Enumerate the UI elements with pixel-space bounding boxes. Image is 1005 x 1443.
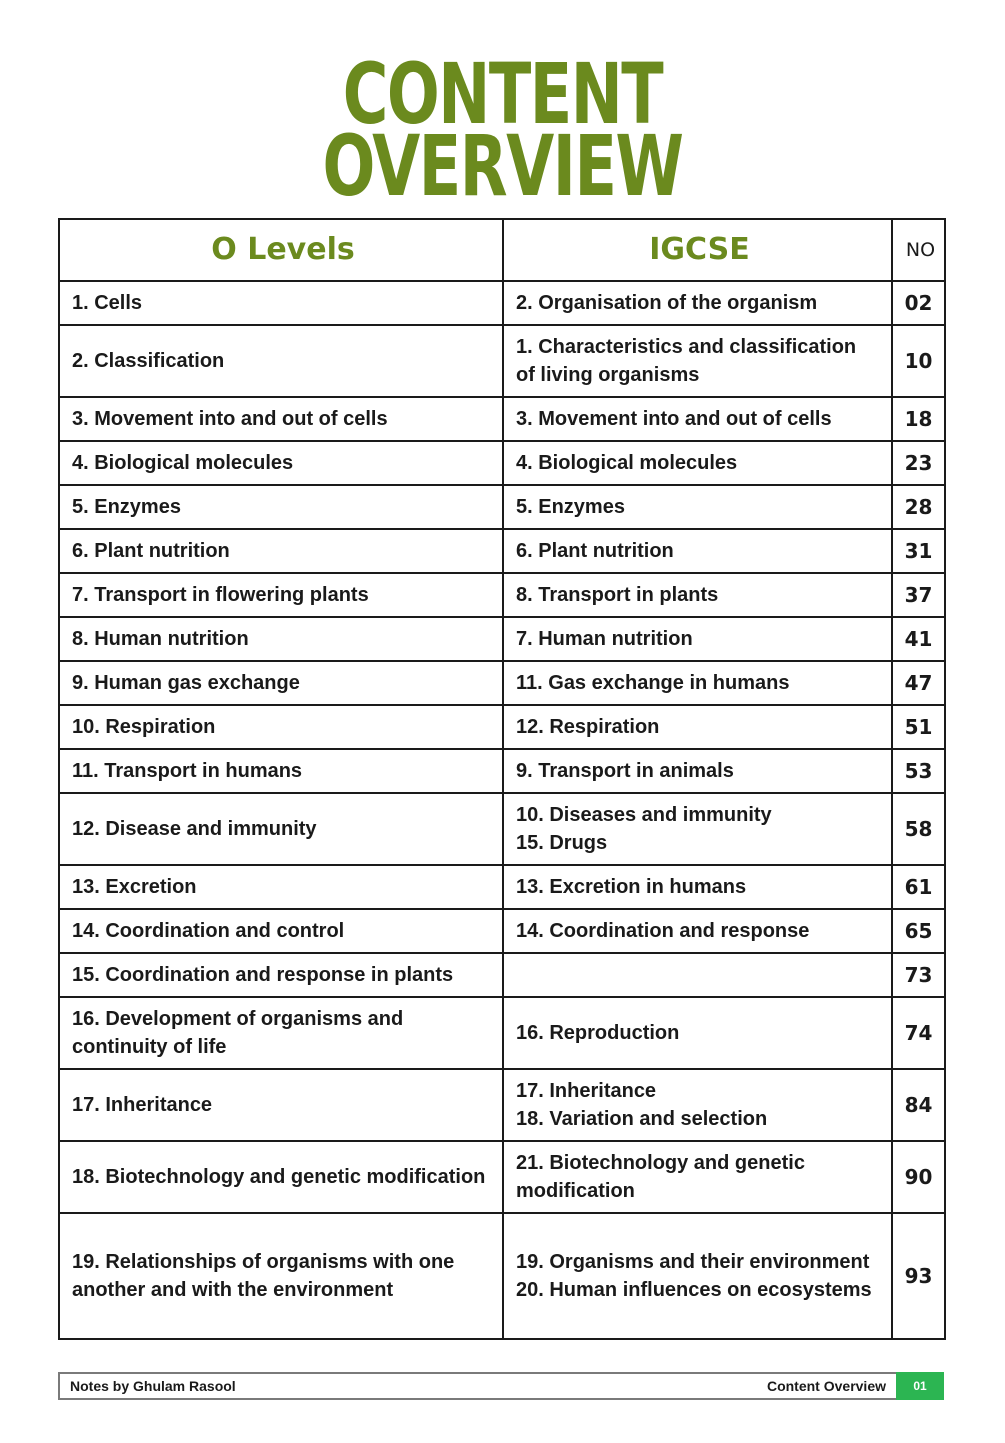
page-number-cell: 93: [892, 1213, 945, 1339]
olevel-topic: 19. Relationships of organisms with one: [72, 1251, 455, 1273]
igcse-cell: [503, 573, 892, 617]
olevel-cell: [59, 793, 503, 865]
olevel-topic: 6. Plant nutrition: [72, 540, 230, 562]
table-row: [59, 617, 945, 661]
olevel-cell: [59, 661, 503, 705]
olevel-cell: [59, 1213, 503, 1339]
olevel-topic: 11. Transport in humans: [72, 760, 303, 782]
olevel-topic: 3. Movement into and out of cells: [72, 408, 388, 430]
olevel-topic: 12. Disease and immunity: [72, 818, 317, 840]
igcse-cell: [503, 749, 892, 793]
igcse-topic: 13. Excretion in humans: [516, 876, 747, 898]
igcse-cell: [503, 529, 892, 573]
igcse-cell: [503, 1213, 892, 1339]
table-row: [59, 865, 945, 909]
page-title-line-1: CONTENT: [342, 45, 663, 143]
page-number-cell: 18: [892, 397, 945, 441]
table-row: [59, 281, 945, 325]
olevel-topic: 1. Cells: [72, 292, 143, 314]
igcse-topic: 6. Plant nutrition: [516, 540, 674, 562]
olevel-topic: 14. Coordination and control: [72, 920, 345, 942]
igcse-cell: [503, 909, 892, 953]
igcse-cell: [503, 485, 892, 529]
igcse-topic: 7. Human nutrition: [516, 628, 693, 650]
olevel-cell: [59, 617, 503, 661]
igcse-topic: 11. Gas exchange in humans: [516, 672, 790, 694]
olevel-topic: 8. Human nutrition: [72, 628, 249, 650]
table-row: [59, 749, 945, 793]
page-title-line-2: OVERVIEW: [322, 117, 683, 215]
page-number-cell: 31: [892, 529, 945, 573]
page-number-cell: 47: [892, 661, 945, 705]
table-row: [59, 1141, 945, 1213]
olevel-topic: 5. Enzymes: [72, 496, 181, 518]
table-row: [59, 793, 945, 865]
igcse-cell: [503, 397, 892, 441]
igcse-topic: 9. Transport in animals: [516, 760, 734, 782]
olevel-topic: 17. Inheritance: [72, 1094, 213, 1116]
igcse-cell: [503, 281, 892, 325]
olevel-topic: 9. Human gas exchange: [72, 672, 300, 694]
igcse-topic: modification: [516, 1180, 635, 1202]
header-igcse: IGCSE: [503, 219, 892, 281]
page-number-cell: 73: [892, 953, 945, 997]
olevel-cell: [59, 325, 503, 397]
igcse-topic: 10. Diseases and immunity: [516, 804, 772, 826]
page-number-cell: 84: [892, 1069, 945, 1141]
page-number-cell: 41: [892, 617, 945, 661]
olevel-cell: [59, 705, 503, 749]
olevel-cell: [59, 865, 503, 909]
igcse-topic: of living organisms: [516, 364, 700, 386]
page-number-cell: 28: [892, 485, 945, 529]
footer-author: Notes by Ghulam Rasool: [70, 1378, 236, 1394]
table-row: [59, 997, 945, 1069]
table-row: [59, 397, 945, 441]
igcse-cell: [503, 1141, 892, 1213]
igcse-topic: 15. Drugs: [516, 832, 608, 854]
content-table: [58, 218, 946, 1340]
header-no: NO: [892, 219, 945, 281]
page-number-cell: 10: [892, 325, 945, 397]
footer-section: Content Overview: [766, 1378, 886, 1394]
igcse-cell: [503, 441, 892, 485]
olevel-topic: 16. Development of organisms and: [72, 1008, 404, 1030]
table-row: [59, 573, 945, 617]
table-row: [59, 953, 945, 997]
olevel-topic: another and with the environment: [72, 1279, 394, 1301]
igcse-cell: [503, 705, 892, 749]
olevel-cell: [59, 441, 503, 485]
igcse-topic: 3. Movement into and out of cells: [516, 408, 832, 430]
table-row: [59, 1213, 945, 1339]
table-row: [59, 529, 945, 573]
igcse-cell: [503, 1069, 892, 1141]
footer-page-number: 01: [896, 1372, 944, 1400]
olevel-cell: [59, 573, 503, 617]
igcse-topic: 1. Characteristics and classification: [516, 336, 857, 358]
page-number-cell: 23: [892, 441, 945, 485]
igcse-topic: 12. Respiration: [516, 716, 660, 738]
igcse-topic: 17. Inheritance: [516, 1080, 657, 1102]
page-number-cell: 74: [892, 997, 945, 1069]
page-footer: [58, 1372, 944, 1400]
table-row: [59, 1069, 945, 1141]
table-row: [59, 705, 945, 749]
olevel-cell: [59, 1141, 503, 1213]
igcse-cell: [503, 953, 892, 997]
table-row: [59, 325, 945, 397]
olevel-cell: [59, 485, 503, 529]
olevel-cell: [59, 1069, 503, 1141]
olevel-topic: 18. Biotechnology and genetic modification: [72, 1166, 486, 1188]
igcse-topic: 4. Biological molecules: [516, 452, 738, 474]
igcse-cell: [503, 661, 892, 705]
olevel-cell: [59, 281, 503, 325]
olevel-cell: [59, 953, 503, 997]
olevel-topic: 7. Transport in flowering plants: [72, 584, 369, 606]
page-number-cell: 58: [892, 793, 945, 865]
igcse-topic: 18. Variation and selection: [516, 1108, 768, 1130]
olevel-topic: continuity of life: [72, 1036, 227, 1058]
page-number-cell: 02: [892, 281, 945, 325]
page-number-cell: 61: [892, 865, 945, 909]
igcse-topic: 20. Human influences on ecosystems: [516, 1279, 872, 1301]
olevel-topic: 4. Biological molecules: [72, 452, 294, 474]
igcse-topic: 14. Coordination and response: [516, 920, 810, 942]
igcse-cell: [503, 325, 892, 397]
igcse-topic: 2. Organisation of the organism: [516, 292, 818, 314]
olevel-cell: [59, 909, 503, 953]
table-row: [59, 485, 945, 529]
igcse-cell: [503, 865, 892, 909]
page-number-cell: 37: [892, 573, 945, 617]
igcse-cell: [503, 617, 892, 661]
olevel-cell: [59, 749, 503, 793]
table-row: [59, 661, 945, 705]
igcse-topic: 19. Organisms and their environment: [516, 1251, 870, 1273]
header-olevels: O Levels: [59, 219, 503, 281]
olevel-topic: 15. Coordination and response in plants: [72, 964, 454, 986]
olevel-topic: 13. Excretion: [72, 876, 197, 898]
page-number-cell: 51: [892, 705, 945, 749]
igcse-cell: [503, 997, 892, 1069]
igcse-topic: 8. Transport in plants: [516, 584, 719, 606]
olevel-topic: 10. Respiration: [72, 716, 216, 738]
igcse-cell: [503, 793, 892, 865]
olevel-cell: [59, 529, 503, 573]
igcse-topic: 5. Enzymes: [516, 496, 625, 518]
page-number-cell: 65: [892, 909, 945, 953]
olevel-topic: 2. Classification: [72, 350, 225, 372]
olevel-cell: [59, 397, 503, 441]
page-number-cell: 53: [892, 749, 945, 793]
table-row: [59, 909, 945, 953]
table-row: [59, 441, 945, 485]
igcse-topic: 16. Reproduction: [516, 1022, 680, 1044]
page-number-cell: 90: [892, 1141, 945, 1213]
table-header-row: [59, 219, 945, 281]
olevel-cell: [59, 997, 503, 1069]
igcse-topic: 21. Biotechnology and genetic: [516, 1152, 805, 1174]
